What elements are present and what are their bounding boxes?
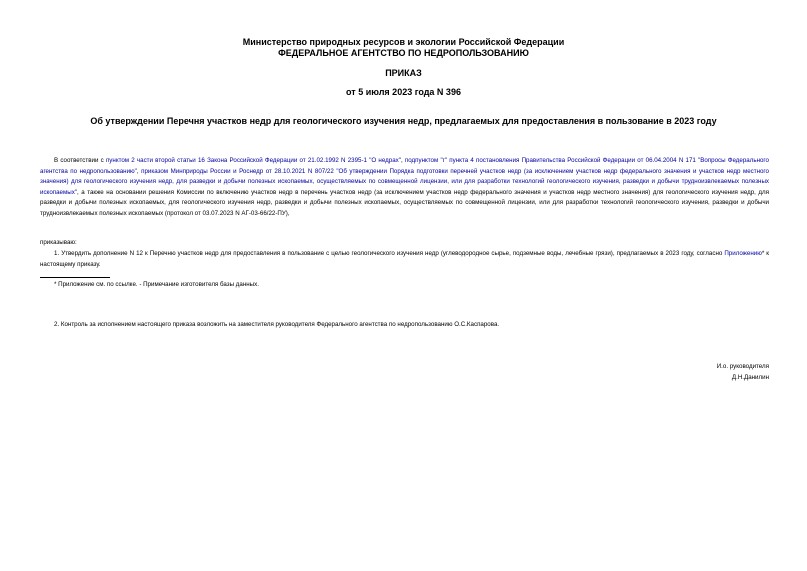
footnote: * Приложение см. по ссылке. - Примечание изготовителя базы данных. [54, 281, 259, 288]
law-on-subsoil-link[interactable]: пунктом 2 части второй статьи 16 Закона Российской Федерации от 21.02.1992 N 2395-1 "О недрах" [105, 157, 401, 164]
agency-name: ФЕДЕРАЛЬНОЕ АГЕНТСТВО ПО НЕДРОПОЛЬЗОВАНИЮ [278, 48, 529, 58]
preamble-text-4: , а также на основании решения Комиссии по включению участков недр в перечень участков недр (за исключением участков недр федерального значения и участков недр местного значения) для геологического изучения недр, для разведки и добычи полезных ископаемых, для геологического изучения недр, разведки и добычи полезных ископаемых, осуществляемых по совмещенной лицензии, или для разработки технологий геологического изучения, разведки и добычи трудноизвлекаемых полезных ископаемых (протокол от 03.07.2023 N АГ-03-66/22-ПУ), [40, 188, 769, 217]
document-date-number: от 5 июля 2023 года N 396 [346, 87, 461, 97]
preamble-text-1: В соответствии с [54, 157, 106, 164]
signatory-position: И.о. руководителя [716, 363, 769, 370]
item-1-text-1: 1. Утвердить дополнение N 12 к Перечню участков недр для предоставления в пользование с целью геологического изучения недр (углеводородное сырье, подземные воды, лечебные грязи), предлагаемых в 2023 году, согласно [54, 250, 725, 257]
signatory-name: Д.Н.Данилин [731, 374, 769, 381]
paragraph-item-2: 2. Контроль за исполнением настоящего приказа возложить на заместителя руководителя Федерального агентства по недропользованию О.С.Каспарова. [54, 321, 500, 328]
preamble-text-3: , [136, 167, 142, 175]
document-title: Об утверждении Перечня участков недр для геологического изучения недр, предлагаемых для предоставления в пользование в 2023 году [90, 116, 717, 126]
paragraph-item-1 [40, 249, 769, 270]
paragraph-preamble [40, 156, 769, 219]
footnote-divider [40, 277, 110, 278]
document-type: ПРИКАЗ [385, 68, 422, 78]
ministry-name: Министерство природных ресурсов и экологии Российской Федерации [242, 37, 565, 47]
ministry-order-link[interactable]: приказом Минприроды России и Роснедр от 28.10.2021 N 807/22 "Об утверждении Порядка подготовки перечней участков недр (за исключением участков недр федерального значения и участков недр местного значения) для геологического изучения недр, для разведки и добычи полезных ископаемых, осуществляемых по совмещенной лицензии, или для разработки технологий геологического изучения, разведки и добычи трудноизвлекаемых полезных ископаемых" [40, 167, 769, 196]
preamble-text-2: , [400, 157, 405, 164]
appendix-link[interactable]: Приложению [724, 250, 762, 257]
government-resolution-link[interactable]: подпунктом "г" пункта 4 постановления Правительства Российской Федерации от 06.04.2004 N 171 "Вопросы Федерального агентства по недропользованию" [40, 157, 769, 175]
item-1-text-2: * к настоящему приказу. [40, 250, 769, 268]
order-word: приказываю: [40, 239, 77, 246]
